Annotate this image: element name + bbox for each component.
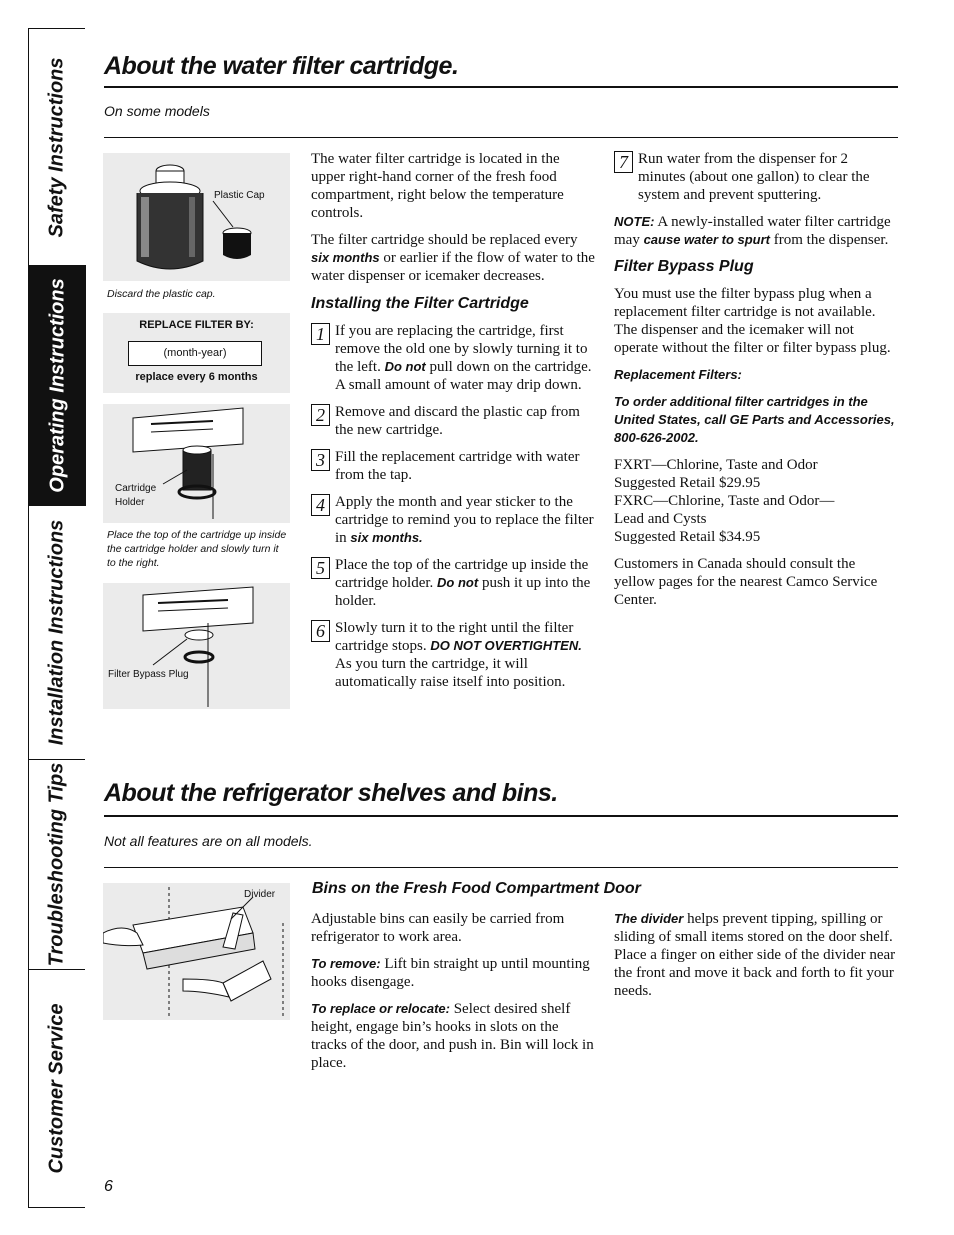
text: Slowly turn it to the right until the filter cartridge stops. (335, 620, 574, 654)
step-number: 7 (614, 151, 633, 173)
replace-paragraph (311, 1000, 595, 1072)
product-line: Lead and Cysts (614, 511, 707, 527)
tab-label: Troubleshooting Tips (45, 762, 68, 966)
install-column (311, 150, 595, 700)
bypass-drawing (103, 583, 290, 709)
text: Run water from the dispenser for 2 minutes (about one gallon) to clear the system and prevent sputtering. (638, 151, 870, 203)
emphasis: Do not (384, 359, 426, 374)
remove-paragraph (311, 955, 595, 991)
tab-label: Safety Instructions (45, 56, 68, 238)
bypass-heading: Filter Bypass Plug (614, 258, 754, 275)
note-label: NOTE: (614, 214, 655, 229)
step-number: 4 (311, 494, 330, 516)
tab-label: Installation Instructions (45, 519, 68, 745)
bin-drawing (103, 883, 290, 1020)
emphasis: DO NOT OVERTIGHTEN. (430, 638, 582, 653)
img1-caption: Discard the plastic cap. (107, 288, 216, 300)
bypass-paragraph: You must use the filter bypass plug when a replacement filter cartridge is not available. The dispenser and the icemaker will not operate without the filter or filter bypass plug. (614, 286, 891, 356)
step-1 (311, 322, 595, 394)
canada-paragraph: Customers in Canada should consult the yellow pages for the nearest Camco Service Center. (614, 556, 878, 608)
door-bin-illustration (103, 883, 290, 1020)
note-paragraph (614, 213, 898, 249)
text: Apply the month and year sticker to the cartridge to remind you to replace the filter in (335, 494, 594, 546)
product-line: Suggested Retail $29.95 (614, 475, 761, 491)
emphasis: To replace or relocate: (311, 1001, 450, 1016)
step-number: 5 (311, 557, 330, 579)
product-list (614, 456, 898, 546)
emphasis: The divider (614, 911, 684, 926)
section-title: About the refrigerator shelves and bins. (104, 779, 558, 807)
text: push it up into the holder. (335, 575, 591, 609)
text: The filter cartridge should be replaced every (311, 232, 578, 248)
step-4 (311, 493, 595, 547)
step-2 (311, 403, 595, 439)
product-line: Suggested Retail $34.95 (614, 529, 761, 545)
cartridge-holder-label (115, 482, 156, 510)
text: Place the top of the cartridge up inside the cartridge holder. (335, 557, 589, 591)
filter-sticker (103, 313, 290, 393)
text: helps prevent tipping, spilling or sliding of small items stored on the door shelf. Place a finger on either side of the divider near the front and move it back and forth to fit your needs. (614, 911, 896, 999)
text: Select desired shelf height, engage bin’s hooks in slots on the tracks of the door, and push in. Bin will lock in place. (311, 1001, 594, 1071)
emphasis: six months (311, 250, 380, 265)
install-steps (311, 322, 595, 691)
step-3 (311, 448, 595, 484)
emphasis: To remove: (311, 956, 381, 971)
cartridge-drawing (103, 153, 290, 281)
divider-label: Divider (244, 889, 276, 900)
page-number: 6 (104, 1178, 113, 1195)
step-6 (311, 619, 595, 691)
replacement-heading: Replacement Filters: (614, 367, 742, 382)
text: Fill the replacement cartridge with water from the tap. (335, 449, 580, 483)
text: Remove and discard the plastic cap from the new cartridge. (335, 404, 580, 438)
order-text: To order additional filter cartridges in the United States, call GE Parts and Accessories, 800-626-2002. (614, 394, 895, 445)
filter-bypass-plug-label: Filter Bypass Plug (108, 669, 189, 680)
emphasis: cause water to spurt (643, 232, 771, 247)
side-tabs (28, 28, 85, 1208)
bins-paragraph: Adjustable bins can easily be carried from refrigerator to work area. (311, 911, 565, 945)
label-line: Cartridge (115, 483, 157, 494)
cartridge-illustration (103, 153, 290, 281)
section-subtitle: On some models (104, 103, 210, 119)
bins-column-left (311, 910, 595, 1081)
product-line: FXRC—Chlorine, Taste and Odor— (614, 493, 835, 509)
step-7 (614, 150, 898, 204)
sticker-note: replace every 6 months (135, 371, 258, 383)
title-rule (104, 815, 898, 817)
tab-installation-instructions[interactable] (29, 505, 85, 760)
plastic-cap-label: Plastic Cap (214, 190, 265, 201)
subtitle-rule (104, 137, 898, 138)
img2-caption: Place the top of the cartridge up inside the cartridge holder and slowly turn it to the right. (107, 529, 287, 569)
divider-paragraph (614, 910, 898, 1000)
text: If you are replacing the cartridge, first remove the old one by slowly turning it to the left. (335, 323, 588, 375)
intro-paragraph-2 (311, 231, 595, 285)
text: from the dispenser. (770, 232, 889, 248)
emphasis: Do not (437, 575, 479, 590)
bypass-plug-illustration (103, 583, 290, 709)
subtitle-rule (104, 867, 898, 868)
text: As you turn the cartridge, it will automatically raise itself into position. (335, 656, 566, 690)
tab-troubleshooting-tips[interactable] (29, 759, 85, 970)
section-title: About the water filter cartridge. (104, 52, 459, 80)
install-heading: Installing the Filter Cartridge (311, 295, 529, 312)
tab-operating-instructions[interactable] (29, 265, 86, 506)
sticker-title: REPLACE FILTER BY: (139, 319, 254, 331)
emphasis: six months. (350, 530, 423, 545)
label-line: Holder (115, 497, 145, 508)
section-subtitle: Not all features are on all models. (104, 833, 313, 849)
text: A newly-installed water filter cartridge may (614, 214, 891, 248)
tab-customer-service[interactable] (29, 969, 85, 1207)
cartridge-holder-illustration (103, 404, 290, 523)
tab-safety-instructions[interactable] (29, 29, 85, 266)
step-number: 1 (311, 323, 330, 345)
text: pull down on the cartridge. A small amount of water may drip down. (335, 359, 592, 393)
product-line: FXRT—Chlorine, Taste and Odor (614, 457, 818, 473)
text: Lift bin straight up until mounting hooks disengage. (311, 956, 590, 990)
step-number: 2 (311, 404, 330, 426)
step-number: 3 (311, 449, 330, 471)
intro-paragraph-1: The water filter cartridge is located in the upper right-hand corner of the fresh food compartment, right below the temperature controls. (311, 151, 564, 221)
step-number: 6 (311, 620, 330, 642)
tab-label: Operating Instructions (46, 277, 69, 493)
title-rule (104, 86, 898, 88)
text: or earlier if the flow of water to the water dispenser or icemaker decreases. (311, 250, 595, 284)
sticker-date-field: (month-year) (128, 341, 262, 366)
bins-column-right (614, 910, 898, 1009)
tab-label: Customer Service (45, 1002, 68, 1174)
bins-heading: Bins on the Fresh Food Compartment Door (312, 880, 641, 897)
step-5 (311, 556, 595, 610)
filter-info-column (614, 150, 898, 618)
